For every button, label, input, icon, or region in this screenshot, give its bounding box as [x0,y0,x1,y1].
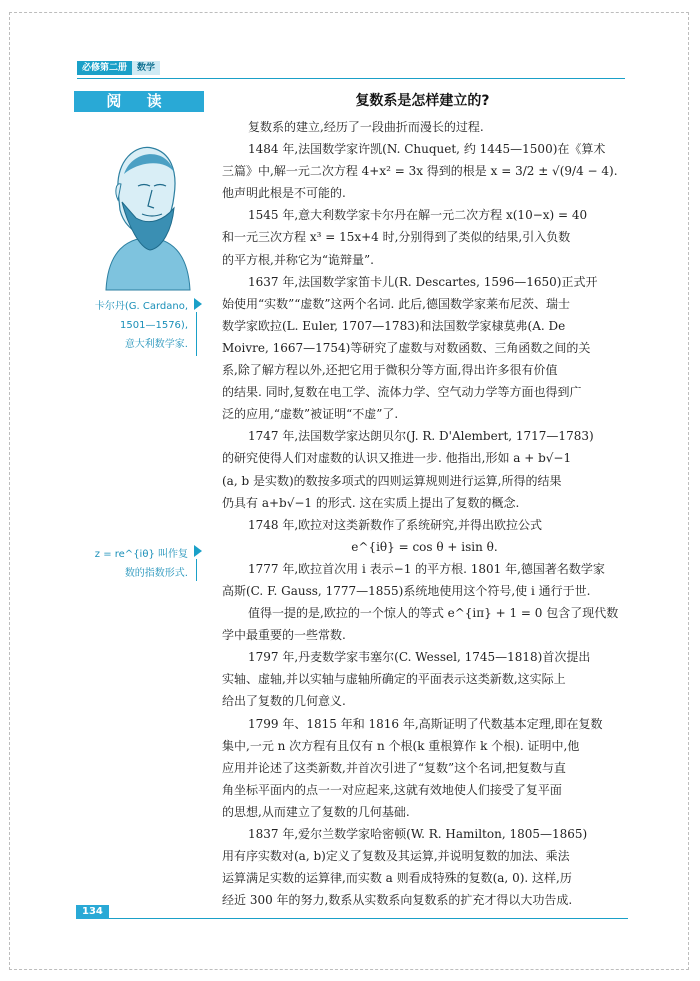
paragraph-line: Moivre, 1667—1754)等研究了虚数与对数函数、三角函数之间的关 [222,340,591,355]
caption-pointer-icon [194,298,202,310]
caption-exp-form [80,545,188,583]
paragraph-line: 给出了复数的几何意义. [222,694,346,709]
paragraph-line: 1484 年,法国数学家许凯(N. Chuquet, 约 1445—1500)在《算术 [248,142,606,157]
paragraph-line: 始使用“实数”“虚数”这两个名词. 此后,德国数学家莱布尼茨、瑞士 [222,296,570,311]
paragraph-line: (a, b 是实数)的数按多项式的四则运算规则进行运算,所得的结果 [222,473,562,488]
paragraph-line: 应用并论述了这类新数,并首次引进了“复数”这个名词,把复数与直 [222,760,566,775]
paragraph-line: 的思想,从而建立了复数的几何基础. [222,804,410,819]
paragraph-line: 1837 年,爱尔兰数学家哈密顿(W. R. Hamilton, 1805—1865) [248,827,588,841]
paragraph-line: 复数系的建立,经历了一段曲折而漫长的过程. [248,120,484,134]
paragraph-line: 1777 年,欧拉首次用 i 表示−1 的平方根. 1801 年,德国著名数学家 [248,561,605,576]
caption-cardano-line2: 1501—1576), [120,320,188,331]
paragraph-line: 的结果. 同时,复数在电工学、流体力学、空气动力学等方面也得到广 [222,385,582,400]
paragraph-line: 1747 年,法国数学家达朗贝尔(J. R. D'Alembert, 1717—1783) [248,429,594,444]
paragraph-line: 运算满足实数的运算律,而实数 a 则看成特殊的复数(a, 0). 这样,历 [222,871,572,886]
caption-cardano-line3: 意大利数学家. [124,339,188,350]
caption-exp-line1: z = re^{iθ} 叫作复 [94,549,188,560]
paragraph-line: 三篇》中,解一元二次方程 4+x² = 3x 得到的根是 x = 3/2 ± √(9/4 − 4). [222,164,618,179]
paragraph-line: 1748 年,欧拉对这类新数作了系统研究,并得出欧拉公式 [248,517,542,532]
paragraph-line: 集中,一元 n 次方程有且仅有 n 个根(k 重根算作 k 个根). 证明中,他 [222,738,580,753]
caption-cardano [80,297,188,354]
reading-section-label: 阅 读 [74,91,204,112]
paragraph-line: 用有序实数对(a, b)定义了复数及其运算,并说明复数的加法、乘法 [222,849,570,864]
paragraph-line: 仍具有 a+b√−1 的形式. 这在实质上提出了复数的概念. [222,495,520,510]
caption-rule [196,312,197,356]
paragraph-line: 值得一提的是,欧拉的一个惊人的等式 e^{iπ} + 1 = 0 包含了现代数 [248,606,619,621]
paragraph-line: 经近 300 年的努力,数系从实数系向复数系的扩充才得以大功告成. [222,893,573,908]
header-subject: 数学 [132,61,160,75]
header-book: 必修第二册 [77,61,132,75]
header-rule [77,78,625,79]
paragraph-line: 的平方根,并称它为“诡辩量”. [222,252,374,267]
article-body [222,116,627,911]
footer-rule [76,905,628,919]
paragraph-line: 和一元三次方程 x³ = 15x+4 时,分别得到了类似的结果,引入负数 [222,230,571,245]
cardano-portrait-icon [88,130,192,292]
caption-pointer-icon [194,545,202,557]
paragraph-line: 系,除了解方程以外,还把它用于微积分等方面,得出许多很有价值 [222,363,558,378]
paragraph-line: 他声明此根是不可能的. [222,186,346,201]
paragraph-line: 泛的应用,“虚数”被证明“不虚”了. [222,407,399,422]
paragraph-line: 1799 年、1815 年和 1816 年,高斯证明了代数基本定理,即在复数 [248,716,603,731]
caption-rule [196,559,197,581]
page-number: 134 [76,905,109,919]
caption-exp-line2: 数的指数形式. [124,568,188,579]
paragraph-line: 实轴、虚轴,并以实轴与虚轴所确定的平面表示这类新数,这实际上 [222,672,566,687]
caption-cardano-line1: 卡尔丹(G. Cardano, [94,301,188,312]
paragraph-line: 学中最重要的一些常数. [222,628,346,643]
euler-formula: e^{iθ} = cos θ + isin θ. [351,539,498,554]
paragraph-line: 1545 年,意大利数学家卡尔丹在解一元二次方程 x(10−x) = 40 [248,208,588,223]
paragraph-line: 数学家欧拉(L. Euler, 1707—1783)和法国数学家棣莫弗(A. De [222,318,566,333]
paragraph-line: 角坐标平面内的点一一对应起来,这就有效地使人们接受了复平面 [222,782,562,797]
paragraph-line: 1637 年,法国数学家笛卡儿(R. Descartes, 1596—1650)正式开 [248,274,598,289]
article-title: 复数系是怎样建立的? [355,93,490,109]
paragraph-line: 高斯(C. F. Gauss, 1777—1855)系统地使用这个符号,使 i 通行于世. [222,583,591,598]
paragraph-line: 的研究使得人们对虚数的认识又推进一步. 他指出,形如 a + b√−1 [222,451,572,466]
running-header [77,61,160,75]
paragraph-line: 1797 年,丹麦数学家韦塞尔(C. Wessel, 1745—1818)首次提出 [248,650,591,665]
